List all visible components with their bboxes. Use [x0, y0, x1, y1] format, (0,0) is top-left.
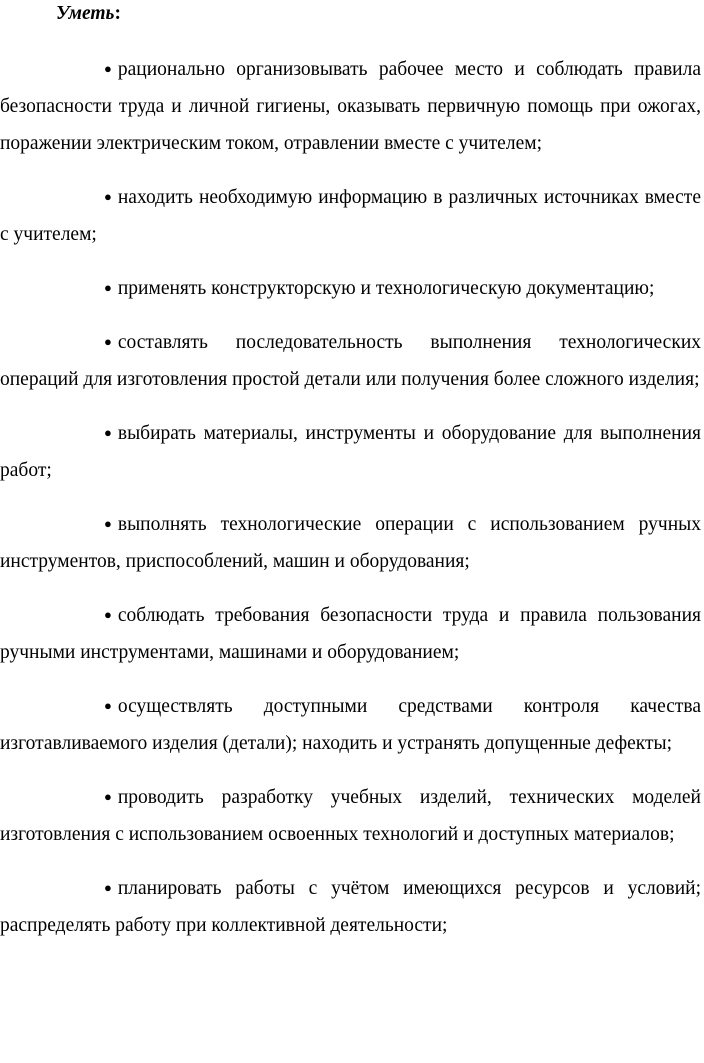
list-item	[0, 50, 701, 162]
list-item	[0, 869, 701, 944]
list-item-text: планировать работы с учётом имеющихся ресурсов и условий; распределять работу при коллективной деятельности;	[0, 878, 701, 936]
bullet-icon: ●	[104, 516, 112, 531]
skills-list	[0, 50, 701, 960]
list-item-text: находить необходимую информацию в различных источниках вместе с учителем;	[0, 187, 701, 245]
list-item-text: соблюдать требования безопасности труда и правила пользования ручными инструментами, машинами и оборудованием;	[0, 605, 701, 663]
bullet-icon: ●	[104, 698, 112, 713]
list-item-text: составлять последовательность выполнения технологических операций для изготовления простой детали или получения более сложного изделия;	[0, 332, 701, 390]
list-item-text: осуществлять доступными средствами контроля качества изготавливаемого изделия (детали); находить и устранять допущенные дефекты;	[0, 696, 701, 754]
section-heading	[56, 2, 121, 26]
list-item	[0, 414, 701, 489]
list-item-text: выполнять технологические операции с использованием ручных инструментов, приспособлений, машин и оборудования;	[0, 514, 701, 572]
list-item-text: применять конструкторскую и технологическую документацию;	[117, 278, 655, 299]
list-item	[0, 687, 701, 762]
list-item-text: рационально организовывать рабочее место и соблюдать правила безопасности труда и личной гигиены, оказывать первичную помощь при ожогах, поражении электрическим током, отравлении вместе с учителем;	[0, 59, 701, 154]
heading-label: Уметь	[56, 3, 115, 24]
list-item	[0, 596, 701, 671]
heading-colon: :	[114, 3, 121, 24]
list-item-text: выбирать материалы, инструменты и оборудование для выполнения работ;	[0, 423, 701, 481]
bullet-icon: ●	[104, 880, 112, 895]
bullet-icon: ●	[104, 789, 112, 804]
list-item	[0, 178, 701, 253]
list-item	[0, 323, 701, 398]
list-item	[0, 505, 701, 580]
bullet-icon: ●	[104, 280, 112, 295]
bullet-icon: ●	[104, 425, 112, 440]
bullet-icon: ●	[104, 607, 112, 622]
bullet-icon: ●	[104, 334, 112, 349]
list-item-text: проводить разработку учебных изделий, технических моделей изготовления с использованием освоенных технологий и доступных материалов;	[0, 787, 701, 845]
list-item	[0, 778, 701, 853]
bullet-icon: ●	[104, 189, 112, 204]
list-item	[0, 269, 701, 307]
bullet-icon: ●	[104, 61, 112, 76]
